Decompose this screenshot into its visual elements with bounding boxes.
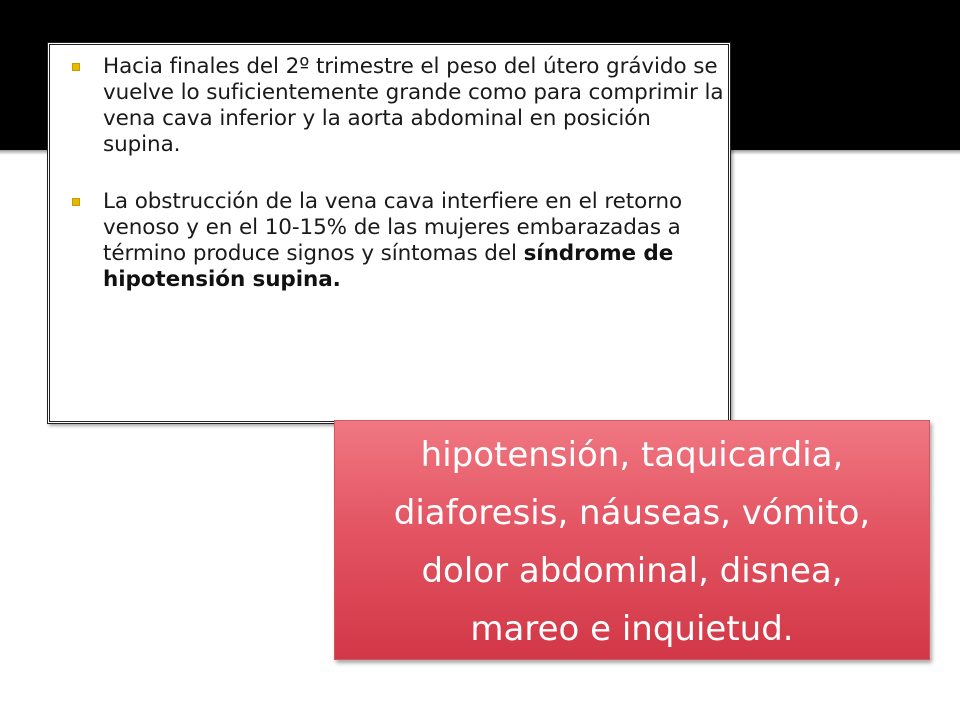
square-bullet-icon — [72, 63, 80, 71]
square-bullet-icon — [72, 198, 80, 206]
bullet-text: Hacia finales del 2º trimestre el peso del útero grávido se vuelve lo suficientemente grande como para comprimir la vena cava inferior y la aorta abdominal en posición supina. — [103, 54, 724, 157]
symptom-text — [394, 422, 870, 658]
symptom-line: diaforesis, náuseas, vómito, — [393, 493, 871, 533]
symptom-box — [334, 420, 930, 660]
text-box — [47, 42, 731, 424]
bullet-item — [63, 189, 728, 293]
bullet-item — [63, 54, 728, 158]
symptom-line: dolor abdominal, disnea, — [421, 551, 843, 591]
symptom-line: hipotensión, taquicardia, — [420, 435, 844, 475]
bullet-emphasis: síndrome de hipotensión supina. — [103, 241, 674, 292]
bullet-text: La obstrucción de la vena cava interfiere en el retorno venoso y en el 10-15% de las mujeres embarazadas a término produce signos y síntomas del — [103, 189, 683, 266]
symptom-line: mareo e inquietud. — [470, 609, 794, 649]
bullet-list — [63, 54, 728, 293]
